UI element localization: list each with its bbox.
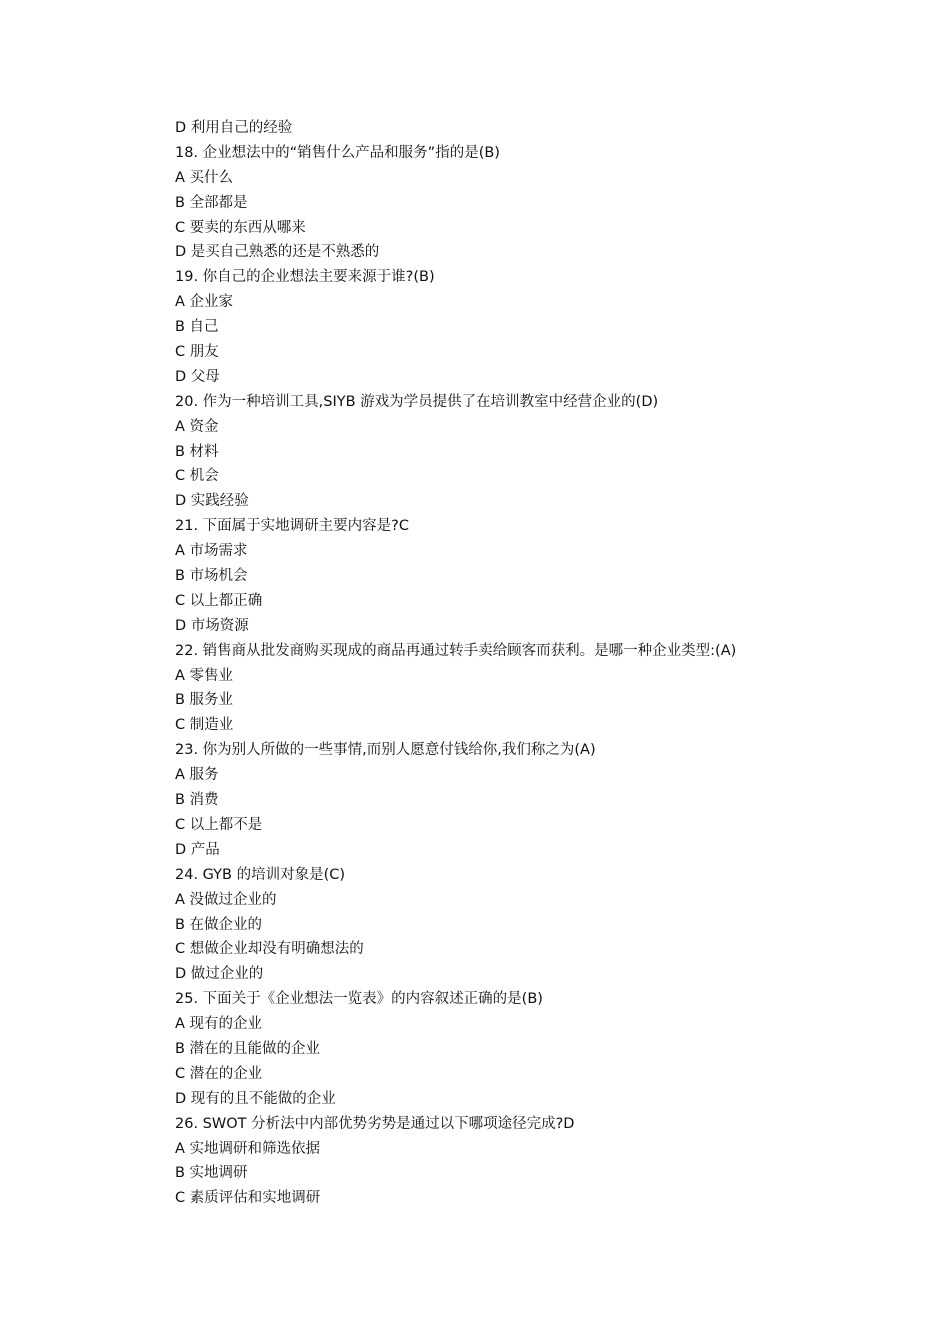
option-line: D 现有的且不能做的企业: [175, 1090, 336, 1107]
question-19: 19. 你自己的企业想法主要来源于谁?(B): [175, 269, 435, 286]
option-line: A 实地调研和筛选依据: [175, 1140, 321, 1157]
option-line: A 现有的企业: [175, 1016, 263, 1033]
option-line: C 以上都正确: [175, 592, 263, 609]
option-line: A 买什么: [175, 169, 234, 186]
option-line: B 材料: [175, 443, 219, 460]
option-line: C 机会: [175, 468, 219, 485]
option-line: A 没做过企业的: [175, 891, 277, 908]
option-line: B 自己: [175, 319, 219, 336]
question-26: 26. SWOT 分析法中内部优势劣势是通过以下哪项途径完成?D: [175, 1115, 575, 1132]
option-line: D 实践经验: [175, 493, 249, 510]
option-line: B 潜在的且能做的企业: [175, 1040, 321, 1057]
question-18: 18. 企业想法中的“销售什么产品和服务”指的是(B): [175, 144, 500, 161]
option-line: D 父母: [175, 368, 220, 385]
option-line: B 市场机会: [175, 568, 248, 585]
option-line: D 市场资源: [175, 617, 249, 634]
option-line: B 全部都是: [175, 194, 248, 211]
question-21: 21. 下面属于实地调研主要内容是?C: [175, 518, 409, 535]
option-line: C 素质评估和实地调研: [175, 1190, 321, 1207]
question-24: 24. GYB 的培训对象是(C): [175, 866, 346, 883]
option-line: A 资金: [175, 418, 219, 435]
option-line: C 潜在的企业: [175, 1065, 263, 1082]
option-line: B 服务业: [175, 692, 234, 709]
option-line: A 零售业: [175, 667, 234, 684]
option-line: C 以上都不是: [175, 816, 263, 833]
option-line: B 消费: [175, 792, 219, 809]
option-line: A 企业家: [175, 294, 234, 311]
document-page: [175, 116, 875, 1211]
option-line: D 做过企业的: [175, 966, 264, 983]
option-line: D 产品: [175, 841, 220, 858]
option-line: C 制造业: [175, 717, 234, 734]
option-line: A 服务: [175, 767, 219, 784]
question-25: 25. 下面关于《企业想法一览表》的内容叙述正确的是(B): [175, 991, 543, 1008]
option-line: D 是买自己熟悉的还是不熟悉的: [175, 244, 380, 261]
option-line: C 想做企业却没有明确想法的: [175, 941, 364, 958]
text-line: D 利用自己的经验: [175, 120, 293, 136]
option-line: B 实地调研: [175, 1165, 248, 1182]
option-line: B 在做企业的: [175, 916, 263, 933]
question-20: 20. 作为一种培训工具,SIYB 游戏为学员提供了在培训教室中经营企业的(D): [175, 393, 659, 410]
option-line: C 朋友: [175, 344, 219, 361]
option-line: A 市场需求: [175, 543, 248, 560]
question-22: 22. 销售商从批发商购买现成的商品再通过转手卖给顾客而获利。是哪一种企业类型:(A): [175, 642, 737, 659]
question-23: 23. 你为别人所做的一些事情,而别人愿意付钱给你,我们称之为(A): [175, 742, 596, 759]
option-line: C 要卖的东西从哪来: [175, 219, 306, 236]
